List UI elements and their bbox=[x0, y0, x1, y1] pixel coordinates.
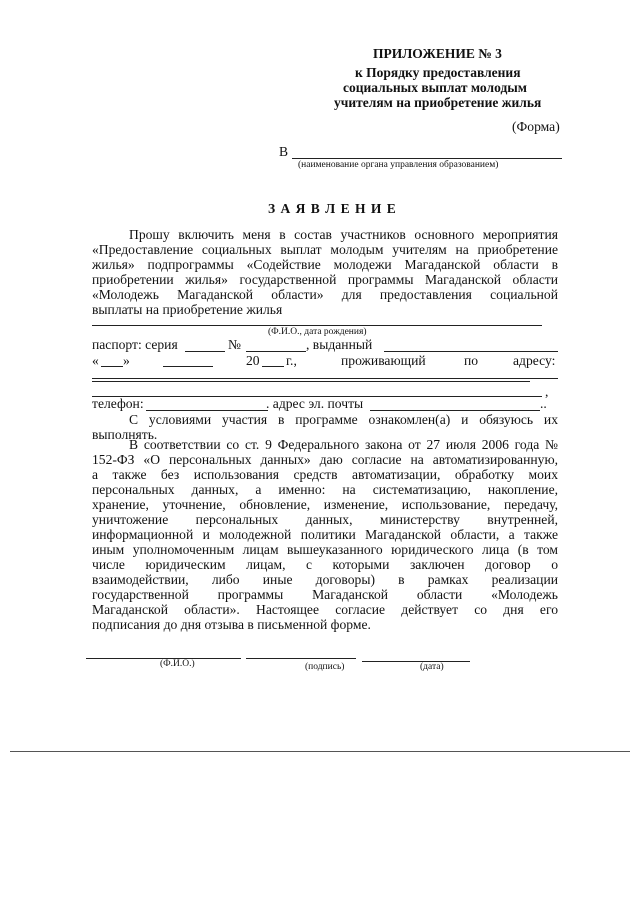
date-day-field[interactable] bbox=[101, 366, 123, 367]
phone-label: телефон: bbox=[92, 396, 144, 411]
signature-sign-field[interactable] bbox=[246, 658, 356, 659]
consent-paragraph bbox=[92, 437, 558, 632]
consent-line: уничтожение персональных данных, министерству внутренней, bbox=[92, 512, 558, 527]
form-label: (Форма) bbox=[512, 119, 560, 134]
consent-line: взаимодействии, либо иные договоры) в рамках реализации bbox=[92, 572, 558, 587]
date-month-field[interactable] bbox=[163, 366, 213, 367]
email-label: . адрес эл. почты bbox=[266, 396, 364, 411]
consent-line: числе юридическим лицам, с которыми заключен договор о bbox=[92, 557, 558, 572]
consent-line: информационной и молодежной политики Магаданской области, а также bbox=[92, 527, 558, 542]
year-suffix: г., bbox=[286, 353, 297, 368]
consent-line: В соответствии со ст. 9 Федерального закона от 27 июля 2006 года № bbox=[129, 437, 558, 452]
appendix-line-1: к Порядку предоставления bbox=[355, 65, 521, 80]
year-prefix: 20 bbox=[246, 353, 260, 368]
signature-date-caption: (дата) bbox=[420, 662, 444, 672]
address-comma: , bbox=[545, 384, 549, 399]
fio-birthdate-field[interactable] bbox=[92, 325, 542, 326]
appendix-title: ПРИЛОЖЕНИЕ № 3 bbox=[373, 46, 502, 61]
residing-label: проживающий bbox=[341, 353, 426, 368]
request-line: «Молодежь Магаданской области» для предоставления социальной bbox=[92, 287, 558, 302]
by-label: по bbox=[464, 353, 479, 368]
email-end: .. bbox=[540, 396, 547, 411]
passport-issued-field[interactable] bbox=[384, 351, 558, 352]
addressee-prefix: В bbox=[279, 144, 289, 159]
conditions-line: выполнять. bbox=[92, 427, 158, 442]
address-field-2[interactable] bbox=[92, 381, 530, 382]
address-field-1[interactable] bbox=[92, 378, 558, 379]
conditions-line: С условиями участия в программе ознакомлен(а) и обязуюсь их bbox=[129, 412, 558, 427]
signature-date-field[interactable] bbox=[362, 661, 470, 662]
address-label: адресу: bbox=[513, 353, 556, 368]
request-line: выплаты на приобретение жилья bbox=[92, 302, 283, 317]
consent-line: подписания до дня отзыва в письменной форме. bbox=[92, 617, 371, 632]
passport-number-label: № bbox=[228, 337, 241, 352]
signature-sign-caption: (подпись) bbox=[305, 662, 345, 672]
signature-fio-caption: (Ф.И.О.) bbox=[160, 659, 195, 669]
request-paragraph bbox=[92, 227, 558, 317]
appendix-line-2: социальных выплат молодым bbox=[343, 80, 528, 95]
consent-line: а также без использования средств автоматизации, обработку моих bbox=[92, 467, 558, 482]
email-field[interactable] bbox=[370, 410, 540, 411]
request-line: Прошу включить меня в состав участников основного мероприятия bbox=[129, 227, 558, 242]
addressee-caption: (наименование органа управления образованием) bbox=[298, 160, 499, 170]
passport-number-field[interactable] bbox=[246, 351, 306, 352]
phone-field[interactable] bbox=[146, 410, 268, 411]
date-year-field[interactable] bbox=[262, 366, 284, 367]
consent-line: 152-ФЗ «О персональных данных» даю согласие на автоматизированную, bbox=[92, 452, 558, 467]
request-line: приобретении жилья» государственной программы Магаданской области bbox=[92, 272, 558, 287]
document-heading: З А Я В Л Е Н И Е bbox=[268, 201, 397, 216]
appendix-line-3: учителям на приобретение жилья bbox=[334, 95, 542, 110]
consent-line: Магаданской области». Настоящее согласие действует со дня его bbox=[92, 602, 558, 617]
consent-line: хранение, уточнение, обновление, изменение, использование, передачу, bbox=[92, 497, 558, 512]
request-line: жилья» подпрограммы «Содействие молодежи Магаданской области в bbox=[92, 257, 558, 272]
fio-caption: (Ф.И.О., дата рождения) bbox=[268, 327, 367, 337]
passport-issued-label: , выданный bbox=[306, 337, 373, 352]
consent-line: государственной программы Магаданской области «Молодежь bbox=[92, 587, 558, 602]
request-line: «Предоставление социальных выплат молодым учителям на приобретение bbox=[92, 242, 558, 257]
passport-series-field[interactable] bbox=[185, 351, 225, 352]
passport-label: паспорт: серия bbox=[92, 337, 178, 352]
consent-line: иным уполномоченным лицам вышеуказанного юридического лица (в том bbox=[92, 542, 558, 557]
consent-line: персональных данных, а именно: на систематизацию, накопление, bbox=[92, 482, 558, 497]
addressee-field[interactable] bbox=[292, 158, 562, 159]
date-close-quote: » bbox=[123, 353, 130, 368]
date-open-quote: « bbox=[92, 353, 99, 368]
page-divider bbox=[10, 751, 630, 752]
